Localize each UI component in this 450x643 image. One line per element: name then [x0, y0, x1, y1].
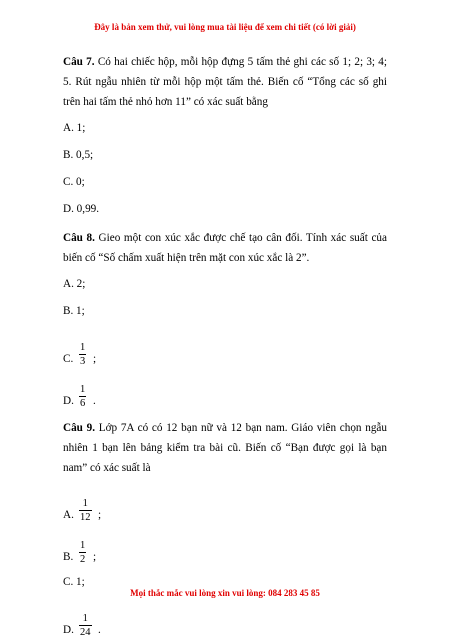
option-letter: D. — [63, 395, 74, 407]
denominator: 24 — [80, 627, 91, 638]
option-c: C. 0; — [63, 176, 85, 188]
question-text: Có hai chiếc hộp, mỗi hộp đựng 5 tấm thẻ ghi các số 1; 2; 3; 4; 5. Rút ngẫu nhiên từ mỗi hộp một tấm thẻ. Biến cố “Tổng các số ghi trên hai tấm thẻ nhỏ hơn 11” có xác suất bằng — [63, 56, 387, 108]
option-b: B. 0,5; — [63, 149, 94, 161]
question-label: Câu 7. — [63, 56, 95, 68]
denominator: 6 — [80, 398, 86, 409]
question-text: Lớp 7A có có 12 bạn nữ và 12 bạn nam. Giáo viên chọn ngẫu nhiên 1 bạn lên bảng kiểm tra bài cũ. Biến cố “Bạn được gọi là bạn nam” có xác suất là — [63, 422, 387, 474]
denominator: 2 — [80, 554, 86, 565]
question-9 — [63, 418, 387, 478]
denominator: 12 — [80, 512, 91, 523]
numerator: 1 — [80, 342, 86, 353]
fraction — [79, 341, 86, 368]
question-label: Câu 8. — [63, 232, 95, 244]
option-a: A. 1; — [63, 122, 86, 134]
option-letter: C. — [63, 353, 74, 365]
denominator: 3 — [80, 356, 86, 367]
option-c — [63, 330, 387, 368]
numerator: 1 — [82, 613, 88, 624]
option-d — [63, 601, 387, 639]
option-c: C. 1; — [63, 576, 85, 588]
fraction — [79, 539, 86, 566]
contact-banner: Mọi thắc mắc vui lòng xin vui lòng: 084 283 45 85 — [130, 588, 320, 598]
option-a: A. 2; — [63, 278, 86, 290]
preview-banner: Đây là bản xem thử, vui lòng mua tài liệu để xem chi tiết (có lời giải) — [94, 22, 356, 32]
document-body — [63, 52, 387, 643]
question-label: Câu 9. — [63, 422, 96, 434]
numerator: 1 — [82, 498, 88, 509]
option-d: D. 0,99. — [63, 203, 100, 215]
numerator: 1 — [80, 384, 86, 395]
option-letter: A. — [63, 509, 74, 521]
numerator: 1 — [80, 540, 86, 551]
punctuation: . — [93, 395, 96, 407]
fraction — [79, 497, 92, 524]
option-b — [63, 528, 387, 566]
question-8 — [63, 228, 387, 268]
option-d — [63, 372, 387, 410]
fraction — [79, 612, 92, 639]
option-letter: B. — [63, 551, 74, 563]
question-7 — [63, 52, 387, 112]
punctuation: ; — [93, 353, 97, 365]
punctuation: . — [98, 624, 101, 636]
question-text: Gieo một con xúc xắc được chế tạo cân đối. Tính xác suất của biến cố “Số chấm xuất hiện trên mặt con xúc xắc là 2”. — [63, 232, 387, 264]
option-a — [63, 486, 387, 524]
option-letter: D. — [63, 624, 74, 636]
punctuation: ; — [98, 509, 102, 521]
fraction — [79, 383, 86, 410]
option-b: B. 1; — [63, 305, 85, 317]
punctuation: ; — [93, 551, 97, 563]
